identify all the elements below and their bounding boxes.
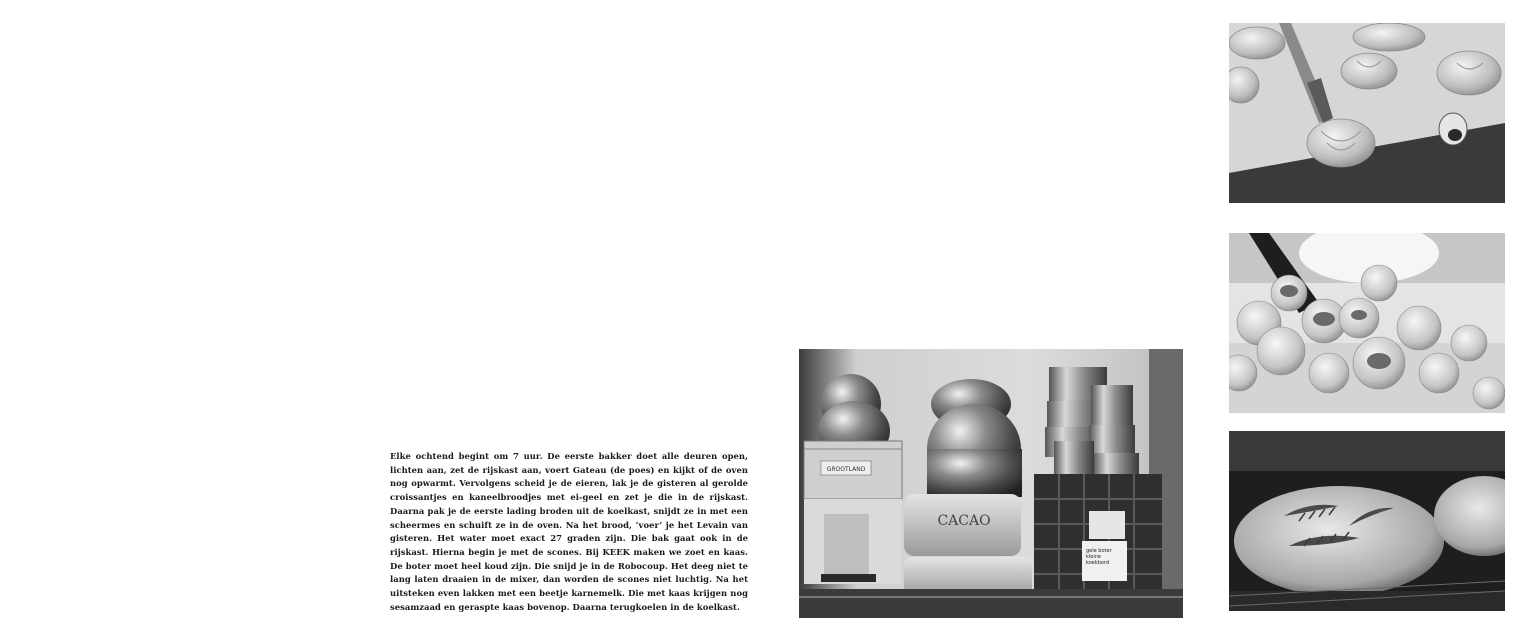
photo-bowls-shelf [799, 349, 1183, 618]
article-paragraph: Elke ochtend begint om 7 uur. De eerste bakker doet alle deuren open, lichten aan, zet de rijskast aan, voert Gateau (de poes) en kijkt of de oven nog opwarmt. Vervolgens scheid je de eieren, lak je de gisteren al gerolde croissantjes en kaneelbroodjes met ei-geel en zet je die in de rijskast. Daarna pak je de eerste lading broden uit de koelkast, snijdt ze in met een scheermes en schuift ze in de oven. Na het brood, ‘voer’ je het Levain van gisteren. Het water moet exact 27 graden zijn. Die bak gaat ook in de rijskast. Hierna begin je met de scones. Bij KEEK maken we zoet en kaas. De boter moet heel koud zijn. Die snijd je in de Robocoup. Het deeg niet te lang laten draaien in de mixer, dan worden de scones niet luchtig. Na het uitsteken even lakken met een beetje karnemelk. Die met kaas krijgen nog sesamzaad en geraspte kaas bovenop. Daarna terugkoelen in de koelkast. [390, 451, 748, 612]
photo-scored-bread [1229, 431, 1505, 611]
box-label: GROOTLAND [826, 466, 866, 473]
photo-croissants-egg-wash [1229, 23, 1505, 203]
bag-label: CACAO [937, 513, 991, 529]
note-label: gele boter kleine koekbord [1086, 548, 1112, 566]
photo-eggshells [1229, 233, 1505, 413]
